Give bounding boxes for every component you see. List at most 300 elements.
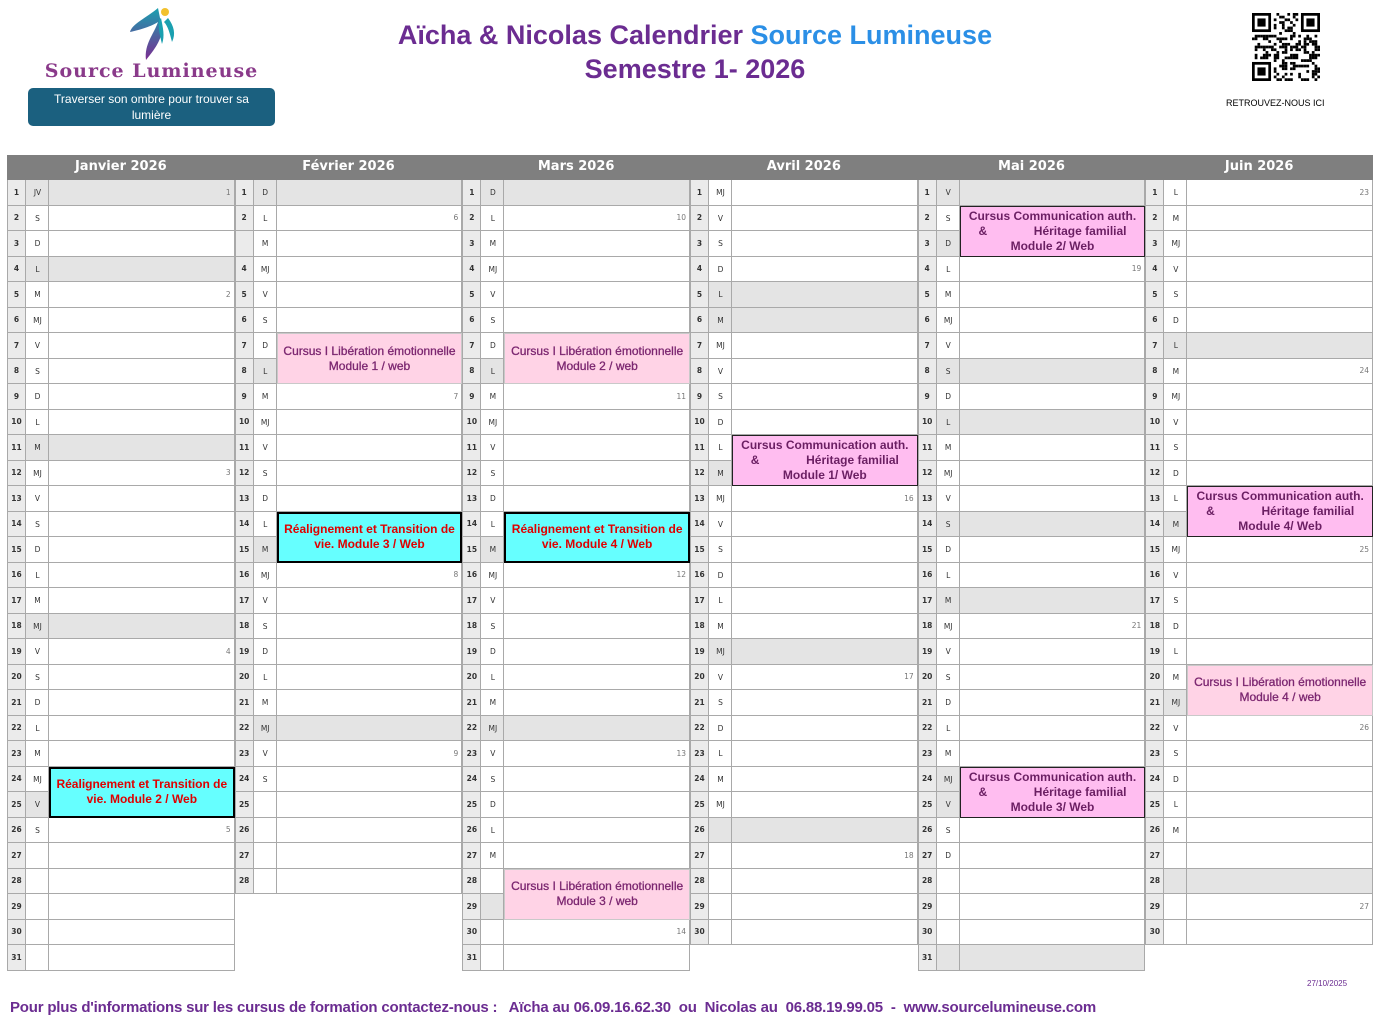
day-cell[interactable] bbox=[277, 665, 463, 691]
day-cell[interactable] bbox=[1187, 614, 1373, 640]
day-cell[interactable] bbox=[504, 945, 690, 971]
day-cell[interactable] bbox=[960, 894, 1146, 920]
day-cell[interactable] bbox=[1187, 588, 1373, 614]
day-row[interactable] bbox=[7, 894, 235, 920]
week-number: 5 bbox=[225, 825, 231, 835]
day-cell[interactable] bbox=[960, 614, 1146, 640]
day-cell[interactable] bbox=[504, 486, 690, 512]
day-number: 6 bbox=[690, 308, 709, 334]
day-row[interactable] bbox=[918, 945, 1146, 971]
day-cell[interactable] bbox=[1187, 384, 1373, 410]
day-row[interactable] bbox=[918, 894, 1146, 920]
day-number: 14 bbox=[462, 512, 481, 538]
weekday-cell bbox=[26, 945, 49, 971]
day-cell[interactable] bbox=[277, 461, 463, 487]
day-number: 24 bbox=[918, 767, 937, 793]
day-cell[interactable] bbox=[1187, 563, 1373, 589]
day-cell[interactable] bbox=[732, 206, 918, 232]
day-cell[interactable] bbox=[277, 716, 463, 742]
day-cell[interactable] bbox=[1187, 843, 1373, 869]
day-cell[interactable] bbox=[504, 384, 690, 410]
day-cell[interactable] bbox=[732, 894, 918, 920]
day-cell[interactable] bbox=[960, 920, 1146, 946]
day-cell[interactable] bbox=[49, 180, 235, 206]
day-cell[interactable] bbox=[277, 180, 463, 206]
day-number: 7 bbox=[918, 333, 937, 359]
day-cell[interactable] bbox=[732, 665, 918, 691]
day-cell[interactable] bbox=[49, 690, 235, 716]
day-cell[interactable] bbox=[732, 257, 918, 283]
day-cell[interactable] bbox=[504, 639, 690, 665]
weekday-cell bbox=[1164, 869, 1187, 895]
day-number: 24 bbox=[1145, 767, 1164, 793]
weekday-cell bbox=[1164, 894, 1187, 920]
day-cell[interactable] bbox=[504, 588, 690, 614]
day-cell[interactable] bbox=[1187, 359, 1373, 385]
day-number: 6 bbox=[235, 308, 254, 334]
day-cell[interactable] bbox=[49, 461, 235, 487]
day-number: 7 bbox=[1145, 333, 1164, 359]
day-cell[interactable] bbox=[1187, 818, 1373, 844]
day-number: 7 bbox=[462, 333, 481, 359]
day-number: 22 bbox=[690, 716, 709, 742]
day-cell[interactable] bbox=[504, 231, 690, 257]
day-cell[interactable] bbox=[504, 461, 690, 487]
day-cell[interactable] bbox=[277, 818, 463, 844]
day-cell[interactable] bbox=[277, 308, 463, 334]
day-number: 15 bbox=[235, 537, 254, 563]
day-number: 29 bbox=[7, 894, 26, 920]
day-row[interactable] bbox=[7, 945, 235, 971]
day-number: 23 bbox=[918, 741, 937, 767]
day-number: 22 bbox=[7, 716, 26, 742]
day-cell[interactable] bbox=[1187, 231, 1373, 257]
day-cell[interactable] bbox=[732, 639, 918, 665]
event-real[interactable] bbox=[49, 767, 235, 818]
day-cell[interactable] bbox=[960, 333, 1146, 359]
day-row[interactable] bbox=[7, 843, 235, 869]
weekday-cell bbox=[937, 894, 960, 920]
day-cell[interactable] bbox=[732, 282, 918, 308]
day-number: 5 bbox=[918, 282, 937, 308]
day-cell[interactable] bbox=[49, 257, 235, 283]
event-comm[interactable] bbox=[732, 435, 918, 486]
day-row[interactable] bbox=[1145, 894, 1373, 920]
day-cell[interactable] bbox=[732, 792, 918, 818]
day-number: 7 bbox=[690, 333, 709, 359]
day-row[interactable] bbox=[235, 869, 463, 895]
day-cell[interactable] bbox=[277, 792, 463, 818]
day-cell[interactable] bbox=[277, 614, 463, 640]
day-cell[interactable] bbox=[504, 206, 690, 232]
day-number: 10 bbox=[1145, 410, 1164, 436]
day-cell[interactable] bbox=[49, 869, 235, 895]
event-label: Cursus I Libération émotionnelle Module 2 / web bbox=[511, 343, 684, 373]
week-number: 3 bbox=[225, 468, 231, 478]
month-column bbox=[918, 155, 1146, 972]
day-cell[interactable] bbox=[277, 588, 463, 614]
month-header: Janvier 2026 bbox=[7, 155, 235, 180]
day-cell[interactable] bbox=[960, 384, 1146, 410]
day-cell[interactable] bbox=[732, 818, 918, 844]
week-number: 6 bbox=[453, 213, 459, 223]
weekday-cell bbox=[254, 843, 277, 869]
day-cell[interactable] bbox=[49, 359, 235, 385]
day-cell[interactable] bbox=[960, 869, 1146, 895]
printed-date: 27/10/2025 bbox=[1307, 979, 1348, 988]
day-cell[interactable] bbox=[732, 741, 918, 767]
week-number: 9 bbox=[453, 748, 459, 758]
day-cell[interactable] bbox=[732, 563, 918, 589]
day-row[interactable] bbox=[462, 945, 690, 971]
day-cell[interactable] bbox=[1187, 410, 1373, 436]
day-cell[interactable] bbox=[732, 486, 918, 512]
day-cell[interactable] bbox=[49, 716, 235, 742]
page-title bbox=[300, 20, 1090, 51]
day-number: 26 bbox=[462, 818, 481, 844]
day-cell[interactable] bbox=[1187, 333, 1373, 359]
day-cell[interactable] bbox=[504, 741, 690, 767]
day-number: 1 bbox=[1145, 180, 1164, 206]
day-cell[interactable] bbox=[732, 588, 918, 614]
day-number: 20 bbox=[7, 665, 26, 691]
day-cell[interactable] bbox=[960, 282, 1146, 308]
day-number: 8 bbox=[918, 359, 937, 385]
day-row[interactable] bbox=[690, 843, 918, 869]
day-cell[interactable] bbox=[49, 486, 235, 512]
day-cell[interactable] bbox=[49, 614, 235, 640]
day-cell[interactable] bbox=[504, 716, 690, 742]
day-row[interactable] bbox=[918, 920, 1146, 946]
day-number: 4 bbox=[462, 257, 481, 283]
day-cell[interactable] bbox=[277, 869, 463, 895]
day-cell[interactable] bbox=[1187, 435, 1373, 461]
day-number: 27 bbox=[462, 843, 481, 869]
day-cell[interactable] bbox=[49, 333, 235, 359]
day-number: 17 bbox=[918, 588, 937, 614]
day-row[interactable] bbox=[690, 894, 918, 920]
day-cell[interactable] bbox=[277, 563, 463, 589]
day-cell[interactable] bbox=[49, 639, 235, 665]
month-header: Mai 2026 bbox=[918, 155, 1146, 180]
day-cell[interactable] bbox=[732, 920, 918, 946]
day-number: 30 bbox=[918, 920, 937, 946]
day-number: 9 bbox=[1145, 384, 1164, 410]
day-number: 5 bbox=[1145, 282, 1164, 308]
day-number: 4 bbox=[7, 257, 26, 283]
day-number: 14 bbox=[918, 512, 937, 538]
day-cell[interactable] bbox=[1187, 180, 1373, 206]
day-cell[interactable] bbox=[49, 384, 235, 410]
day-number: 19 bbox=[235, 639, 254, 665]
day-row[interactable] bbox=[690, 920, 918, 946]
day-cell[interactable] bbox=[277, 257, 463, 283]
day-cell[interactable] bbox=[732, 869, 918, 895]
day-row[interactable] bbox=[690, 818, 918, 844]
day-cell[interactable] bbox=[49, 206, 235, 232]
day-cell[interactable] bbox=[1187, 282, 1373, 308]
day-number bbox=[235, 231, 254, 257]
day-number: 9 bbox=[690, 384, 709, 410]
day-cell[interactable] bbox=[732, 767, 918, 793]
day-cell[interactable] bbox=[960, 843, 1146, 869]
day-number: 27 bbox=[918, 843, 937, 869]
day-row[interactable] bbox=[235, 818, 463, 844]
day-number: 4 bbox=[235, 257, 254, 283]
day-cell[interactable] bbox=[504, 180, 690, 206]
day-cell[interactable] bbox=[49, 588, 235, 614]
day-cell[interactable] bbox=[732, 359, 918, 385]
day-cell[interactable] bbox=[504, 614, 690, 640]
day-number: 13 bbox=[462, 486, 481, 512]
day-cell[interactable] bbox=[277, 767, 463, 793]
day-row[interactable] bbox=[462, 920, 690, 946]
day-cell[interactable] bbox=[1187, 869, 1373, 895]
day-number: 9 bbox=[918, 384, 937, 410]
day-cell[interactable] bbox=[504, 257, 690, 283]
day-cell[interactable] bbox=[504, 767, 690, 793]
day-number: 22 bbox=[462, 716, 481, 742]
week-number: 14 bbox=[676, 927, 686, 937]
day-cell[interactable] bbox=[1187, 537, 1373, 563]
day-row[interactable] bbox=[7, 920, 235, 946]
day-number: 16 bbox=[690, 563, 709, 589]
day-cell[interactable] bbox=[49, 920, 235, 946]
day-row[interactable] bbox=[918, 869, 1146, 895]
day-cell[interactable] bbox=[504, 308, 690, 334]
day-cell[interactable] bbox=[960, 665, 1146, 691]
day-cell[interactable] bbox=[960, 486, 1146, 512]
day-cell[interactable] bbox=[960, 945, 1146, 971]
day-number: 19 bbox=[7, 639, 26, 665]
day-cell[interactable] bbox=[1187, 639, 1373, 665]
weekday-letters: DLMMJVSDLMMJVSDLMMJVSDLMMJVSDLM bbox=[488, 188, 498, 860]
day-cell[interactable] bbox=[49, 665, 235, 691]
week-number: 26 bbox=[1359, 723, 1369, 733]
day-cell[interactable] bbox=[49, 308, 235, 334]
day-cell[interactable] bbox=[49, 894, 235, 920]
day-cell[interactable] bbox=[732, 537, 918, 563]
day-cell[interactable] bbox=[960, 359, 1146, 385]
event-real[interactable] bbox=[277, 512, 463, 563]
day-row[interactable] bbox=[1145, 869, 1373, 895]
day-cell[interactable] bbox=[277, 435, 463, 461]
day-cell[interactable] bbox=[1187, 792, 1373, 818]
day-number: 5 bbox=[7, 282, 26, 308]
day-cell[interactable] bbox=[49, 945, 235, 971]
day-cell[interactable] bbox=[504, 665, 690, 691]
day-cell[interactable] bbox=[49, 435, 235, 461]
day-cell[interactable] bbox=[277, 843, 463, 869]
qr-code-icon[interactable] bbox=[1252, 13, 1320, 81]
day-cell[interactable] bbox=[960, 461, 1146, 487]
day-cell[interactable] bbox=[504, 410, 690, 436]
weekday-cell bbox=[481, 894, 504, 920]
day-cell[interactable] bbox=[504, 843, 690, 869]
day-row[interactable] bbox=[235, 792, 463, 818]
day-cell[interactable] bbox=[960, 308, 1146, 334]
day-row[interactable] bbox=[235, 843, 463, 869]
day-cell[interactable] bbox=[732, 716, 918, 742]
event-comm[interactable] bbox=[1187, 486, 1373, 537]
event-label: Cursus Communication auth. & Héritage familial Module 1/ Web bbox=[741, 438, 909, 482]
day-cell[interactable] bbox=[49, 282, 235, 308]
week-number: 16 bbox=[904, 493, 914, 503]
day-cell[interactable] bbox=[960, 690, 1146, 716]
day-cell[interactable] bbox=[732, 843, 918, 869]
day-cell[interactable] bbox=[277, 690, 463, 716]
day-number: 4 bbox=[918, 257, 937, 283]
day-cell[interactable] bbox=[732, 614, 918, 640]
day-number: 14 bbox=[7, 512, 26, 538]
day-cell[interactable] bbox=[277, 384, 463, 410]
day-cell[interactable] bbox=[732, 231, 918, 257]
day-number: 11 bbox=[690, 435, 709, 461]
day-cell[interactable] bbox=[277, 282, 463, 308]
day-cell[interactable] bbox=[960, 410, 1146, 436]
day-cell[interactable] bbox=[960, 741, 1146, 767]
weekday-cell bbox=[26, 894, 49, 920]
day-number: 21 bbox=[462, 690, 481, 716]
day-number: 9 bbox=[7, 384, 26, 410]
day-cell[interactable] bbox=[960, 435, 1146, 461]
day-cell[interactable] bbox=[49, 537, 235, 563]
weekday-cell bbox=[937, 869, 960, 895]
day-cell[interactable] bbox=[277, 486, 463, 512]
weekday-cell bbox=[709, 843, 732, 869]
day-cell[interactable] bbox=[49, 563, 235, 589]
day-number: 21 bbox=[235, 690, 254, 716]
day-cell[interactable] bbox=[504, 435, 690, 461]
tagline-banner: Traverser son ombre pour trouver sa lumière bbox=[28, 88, 275, 126]
event-lib[interactable] bbox=[1187, 665, 1373, 716]
day-cell[interactable] bbox=[960, 537, 1146, 563]
day-cell[interactable] bbox=[1187, 257, 1373, 283]
event-lib[interactable] bbox=[277, 333, 463, 384]
day-row[interactable] bbox=[7, 869, 235, 895]
day-cell[interactable] bbox=[504, 920, 690, 946]
day-cell[interactable] bbox=[49, 410, 235, 436]
day-cell[interactable] bbox=[1187, 461, 1373, 487]
event-lib[interactable] bbox=[504, 869, 690, 920]
qr-label: RETROUVEZ-NOUS ICI bbox=[1226, 98, 1325, 108]
event-label: Cursus Communication auth. & Héritage familial Module 4/ Web bbox=[1196, 489, 1364, 533]
day-number: 13 bbox=[235, 486, 254, 512]
day-number: 24 bbox=[462, 767, 481, 793]
day-number: 16 bbox=[1145, 563, 1164, 589]
day-cell[interactable] bbox=[960, 257, 1146, 283]
day-number: 12 bbox=[7, 461, 26, 487]
day-number: 15 bbox=[918, 537, 937, 563]
day-number: 31 bbox=[462, 945, 481, 971]
day-number: 1 bbox=[7, 180, 26, 206]
day-cell[interactable] bbox=[49, 818, 235, 844]
day-cell[interactable] bbox=[732, 180, 918, 206]
weekday-cell bbox=[1164, 843, 1187, 869]
day-cell[interactable] bbox=[960, 818, 1146, 844]
day-cell[interactable] bbox=[49, 843, 235, 869]
day-cell[interactable] bbox=[1187, 920, 1373, 946]
day-cell[interactable] bbox=[504, 690, 690, 716]
page-subtitle: Semestre 1- 2026 bbox=[584, 54, 806, 84]
day-number: 26 bbox=[7, 818, 26, 844]
day-cell[interactable] bbox=[960, 180, 1146, 206]
day-number: 11 bbox=[7, 435, 26, 461]
day-cell[interactable] bbox=[277, 206, 463, 232]
day-cell[interactable] bbox=[960, 639, 1146, 665]
day-number: 23 bbox=[690, 741, 709, 767]
day-cell[interactable] bbox=[1187, 894, 1373, 920]
day-cell[interactable] bbox=[960, 588, 1146, 614]
day-cell[interactable] bbox=[504, 818, 690, 844]
day-cell[interactable] bbox=[960, 716, 1146, 742]
day-number: 12 bbox=[235, 461, 254, 487]
day-cell[interactable] bbox=[732, 512, 918, 538]
day-cell[interactable] bbox=[277, 231, 463, 257]
event-lib[interactable] bbox=[504, 333, 690, 384]
day-row[interactable] bbox=[1145, 920, 1373, 946]
event-real[interactable] bbox=[504, 512, 690, 563]
day-cell[interactable] bbox=[1187, 206, 1373, 232]
day-cell[interactable] bbox=[504, 282, 690, 308]
day-cell[interactable] bbox=[732, 308, 918, 334]
day-cell[interactable] bbox=[1187, 716, 1373, 742]
day-cell[interactable] bbox=[277, 639, 463, 665]
day-cell[interactable] bbox=[1187, 308, 1373, 334]
day-cell[interactable] bbox=[49, 741, 235, 767]
event-label: Réalignement et Transition de vie. Module 3 / Web bbox=[284, 522, 455, 551]
day-number: 4 bbox=[690, 257, 709, 283]
weekday-letters: LMMJVSDLMMJVSDLMMJVSDLMMJVSDLM bbox=[1171, 188, 1181, 835]
day-cell[interactable] bbox=[960, 512, 1146, 538]
title-accent: Source Lumineuse bbox=[750, 20, 993, 50]
day-number: 23 bbox=[7, 741, 26, 767]
day-number: 30 bbox=[7, 920, 26, 946]
day-cell[interactable] bbox=[1187, 741, 1373, 767]
day-cell[interactable] bbox=[49, 512, 235, 538]
day-cell[interactable] bbox=[504, 563, 690, 589]
day-cell[interactable] bbox=[732, 410, 918, 436]
day-row[interactable] bbox=[690, 869, 918, 895]
day-cell[interactable] bbox=[732, 384, 918, 410]
weekday-letters: DLMMJVSDLMMJVSDLMMJVSDLMMJVS bbox=[260, 188, 270, 784]
day-cell[interactable] bbox=[1187, 767, 1373, 793]
month-column bbox=[462, 155, 690, 972]
day-cell[interactable] bbox=[960, 563, 1146, 589]
day-cell[interactable] bbox=[732, 690, 918, 716]
event-comm[interactable] bbox=[960, 206, 1146, 257]
day-number: 11 bbox=[462, 435, 481, 461]
day-number: 19 bbox=[918, 639, 937, 665]
day-row[interactable] bbox=[1145, 843, 1373, 869]
day-number: 17 bbox=[690, 588, 709, 614]
month-column bbox=[690, 155, 918, 972]
day-number: 3 bbox=[690, 231, 709, 257]
event-comm[interactable] bbox=[960, 767, 1146, 818]
event-label: Cursus Communication auth. & Héritage familial Module 3/ Web bbox=[968, 769, 1137, 814]
day-cell[interactable] bbox=[277, 741, 463, 767]
day-number: 2 bbox=[1145, 206, 1164, 232]
day-number: 15 bbox=[462, 537, 481, 563]
day-cell[interactable] bbox=[49, 231, 235, 257]
day-cell[interactable] bbox=[277, 410, 463, 436]
day-cell[interactable] bbox=[504, 792, 690, 818]
week-number: 10 bbox=[676, 213, 686, 223]
day-number: 31 bbox=[918, 945, 937, 971]
day-cell[interactable] bbox=[732, 333, 918, 359]
day-number: 8 bbox=[235, 359, 254, 385]
month-header: Février 2026 bbox=[235, 155, 463, 180]
